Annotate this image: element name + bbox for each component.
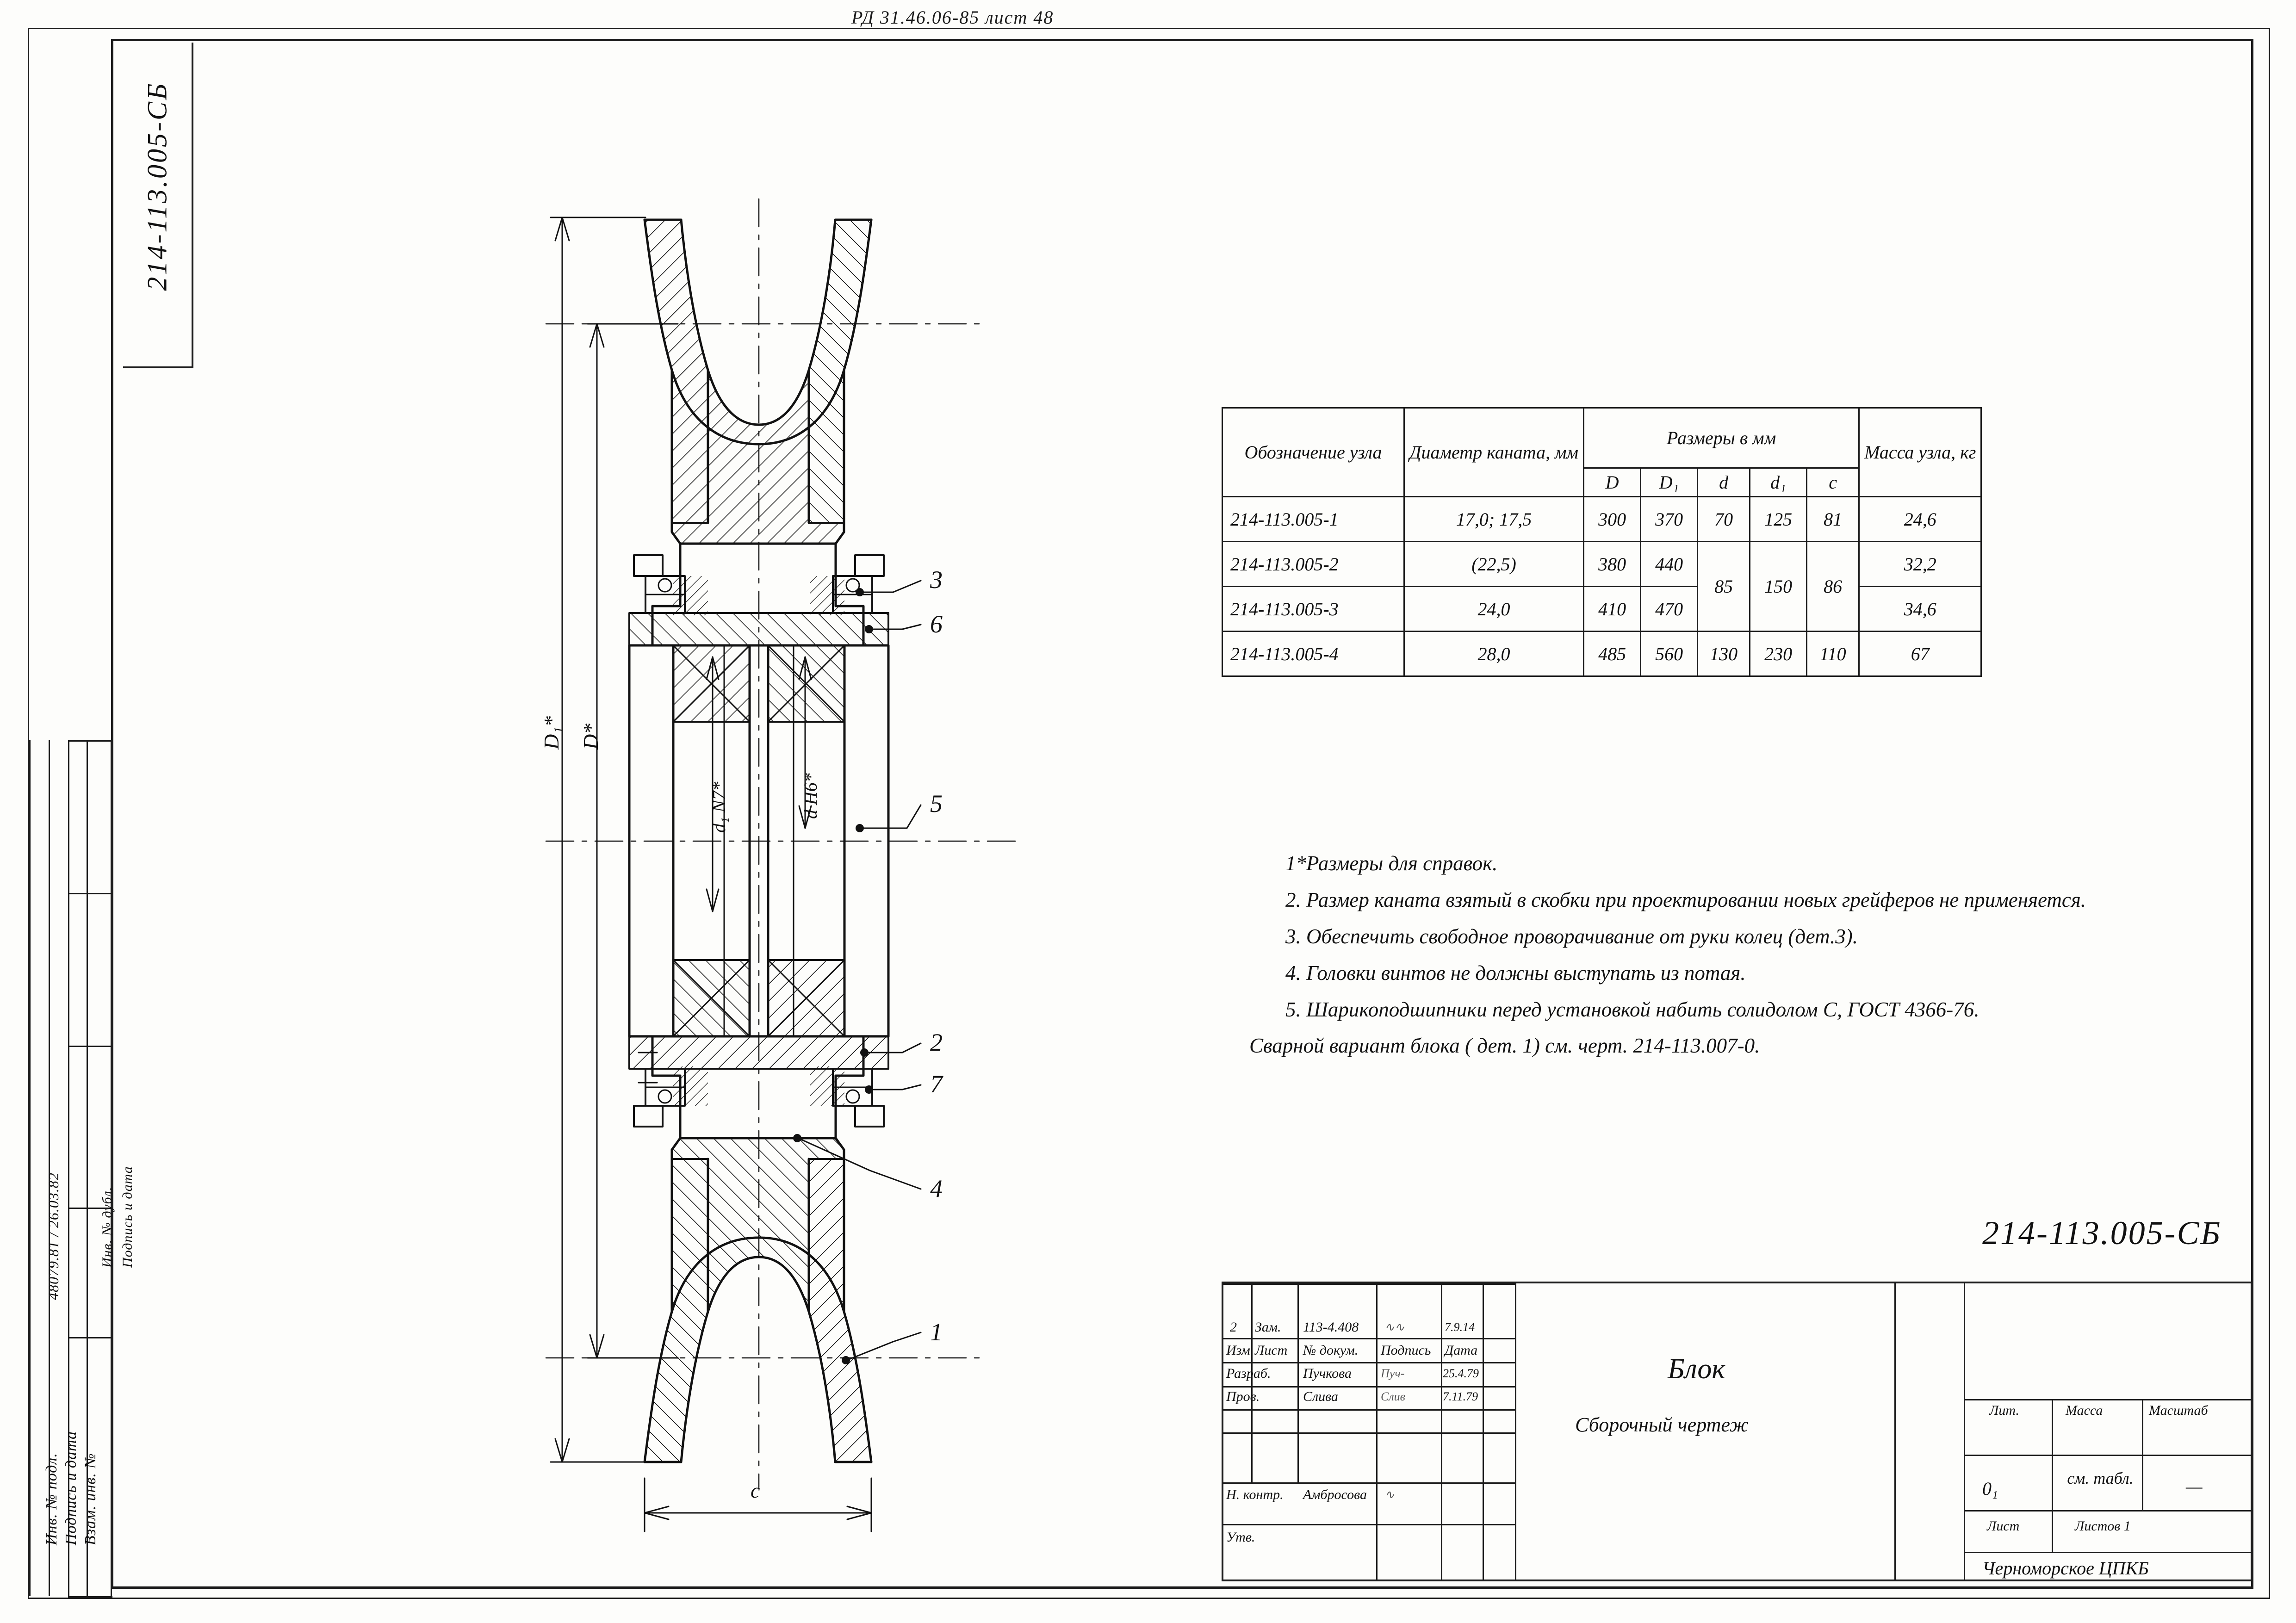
cell-D1: 470 <box>1641 587 1698 632</box>
parameters-table <box>1222 407 1982 677</box>
title-block-lit-value: 0₁ <box>1982 1478 1998 1499</box>
cell-d1-merged: 150 <box>1750 542 1807 632</box>
cell-c: 81 <box>1807 497 1859 542</box>
th-mass: Масса узла, кг <box>1859 408 1981 497</box>
cell-D1: 560 <box>1641 632 1698 676</box>
title-block-mass-value: см. табл. <box>2067 1469 2134 1487</box>
role-1-name: Слива <box>1303 1389 1338 1404</box>
title-block-lit-label: Лит. <box>1989 1403 2019 1418</box>
rev-head-3: Подпись <box>1381 1343 1431 1358</box>
table-row <box>1222 632 1981 676</box>
table-header-row-1 <box>1222 408 1981 468</box>
cell-rope: 24,0 <box>1404 587 1584 632</box>
table-row <box>1222 587 1981 632</box>
note-item: 5. Шарикоподшипники перед установкой набить солидолом С, ГОСТ 4366-76. <box>1285 997 1980 1021</box>
cell-rope: 17,0; 17,5 <box>1404 497 1584 542</box>
cell-designation: 214-113.005-4 <box>1222 632 1404 676</box>
role-0-date: 25.4.79 <box>1443 1367 1479 1380</box>
cell-d: 70 <box>1698 497 1750 542</box>
cell-d: 130 <box>1698 632 1750 676</box>
role-3-label: Утв. <box>1226 1530 1255 1545</box>
title-block-sheets-label: Листов 1 <box>2075 1518 2131 1534</box>
title-block-scale-value: — <box>2186 1476 2203 1497</box>
role-0-sign: Пуч- <box>1381 1367 1405 1380</box>
th-D1: D₁ <box>1641 468 1698 497</box>
rev-head-2: № докум. <box>1303 1343 1359 1358</box>
dimension-label-c: c <box>751 1479 760 1502</box>
title-block-name: Блок <box>1668 1353 1725 1385</box>
cell-D: 410 <box>1584 587 1641 632</box>
note-item: 1*Размеры для справок. <box>1285 852 1498 875</box>
th-dimensions-group: Размеры в мм <box>1584 408 1859 468</box>
cell-D: 380 <box>1584 542 1641 587</box>
cell-mass: 34,6 <box>1859 587 1981 632</box>
dimension-label-d: d H6* <box>800 773 821 819</box>
note-item: 2. Размер каната взятый в скобки при проектировании новых грейферов не применяется. <box>1285 888 2086 911</box>
th-D: D <box>1584 468 1641 497</box>
title-block-mass-label: Масса <box>2066 1403 2103 1418</box>
th-designation: Обозначение узла <box>1222 408 1404 497</box>
left-strip-label-0: Инв. № подл. <box>43 1453 60 1545</box>
role-0-label: Разраб. <box>1226 1366 1271 1381</box>
dimension-label-d1: d₁ N7* <box>708 781 729 833</box>
cell-D: 485 <box>1584 632 1641 676</box>
cell-rope: 28,0 <box>1404 632 1584 676</box>
role-2-label: Н. контр. <box>1226 1487 1284 1502</box>
cell-designation: 214-113.005-1 <box>1222 497 1404 542</box>
cell-d1: 125 <box>1750 497 1807 542</box>
title-block-sheet-label: Лист <box>1987 1518 2020 1534</box>
rev-head-4: Дата <box>1445 1343 1478 1358</box>
cell-c-merged: 86 <box>1807 542 1859 632</box>
leader-label-5: 5 <box>930 790 943 818</box>
technical-notes <box>1249 847 2207 1065</box>
left-strip-label-1: Подпись и дата <box>62 1431 80 1545</box>
cell-d-merged: 85 <box>1698 542 1750 632</box>
role-0-name: Пучкова <box>1303 1366 1352 1381</box>
cell-mass: 32,2 <box>1859 542 1981 587</box>
rev-row-1: Зам. <box>1255 1319 1281 1335</box>
role-1-label: Пров. <box>1226 1389 1260 1404</box>
role-1-date: 7.11.79 <box>1443 1390 1478 1403</box>
cell-D1: 370 <box>1641 497 1698 542</box>
role-2-sign: ∿ <box>1384 1488 1395 1501</box>
rev-head-0: Изм <box>1226 1343 1250 1358</box>
cell-c: 110 <box>1807 632 1859 676</box>
left-strip-stamp-number: 48079.81 / 26.03.82 <box>45 1172 62 1300</box>
cell-designation: 214-113.005-3 <box>1222 587 1404 632</box>
table-row <box>1222 542 1981 587</box>
dimension-label-D: D* <box>579 723 602 750</box>
rev-row-2: 113-4.408 <box>1303 1319 1359 1335</box>
title-block <box>1222 1214 2253 1581</box>
leader-label-6: 6 <box>930 610 943 638</box>
title-block-designation: 214-113.005-СБ <box>1982 1214 2222 1251</box>
title-block-organization: Черноморское ЦПКБ <box>1982 1558 2149 1579</box>
th-rope-diameter: Диаметр каната, мм <box>1404 408 1584 497</box>
leader-label-3: 3 <box>930 566 943 594</box>
th-d: d <box>1698 468 1750 497</box>
th-d1: d₁ <box>1750 468 1807 497</box>
designation-box <box>123 43 193 368</box>
left-strip-label-3: Инв. № дубл. <box>99 1186 115 1268</box>
cell-designation: 214-113.005-2 <box>1222 542 1404 587</box>
leader-label-4: 4 <box>930 1175 943 1202</box>
cell-mass: 24,6 <box>1859 497 1981 542</box>
leader-label-7: 7 <box>930 1070 943 1098</box>
dimension-label-D1: D₁* <box>540 716 563 750</box>
sheet-top-note: РД 31.46.06-85 лист 48 <box>851 7 1054 28</box>
rev-row-4: 7.9.14 <box>1445 1320 1475 1334</box>
title-block-doc-type: Сборочный чертеж <box>1575 1413 1749 1436</box>
note-item: 3. Обеспечить свободное проворачивание от руки колец (дет.3). <box>1285 924 1858 948</box>
left-strip-label-4: Подпись и дата <box>120 1166 135 1268</box>
cell-D: 300 <box>1584 497 1641 542</box>
cell-D1: 440 <box>1641 542 1698 587</box>
leader-label-1: 1 <box>930 1318 943 1346</box>
leader-label-2: 2 <box>930 1028 943 1056</box>
role-2-name: Амбросова <box>1303 1487 1367 1502</box>
note-item: 4. Головки винтов не должны выступать из потая. <box>1285 961 1746 985</box>
cell-mass: 67 <box>1859 632 1981 676</box>
cell-d1: 230 <box>1750 632 1807 676</box>
table-row <box>1222 497 1981 542</box>
rev-row-0: 2 <box>1230 1319 1237 1335</box>
note-item: Сварной вариант блока ( дет. 1) см. черт. 214-113.007-0. <box>1249 1034 1760 1058</box>
rev-row-signature: ∿∿ <box>1384 1320 1405 1334</box>
title-block-scale-label: Масштаб <box>2149 1403 2208 1418</box>
cell-rope: (22,5) <box>1404 542 1584 587</box>
rev-head-1: Лист <box>1255 1343 1288 1358</box>
th-c: c <box>1807 468 1859 497</box>
designation-box-text: 214-113.005-СБ <box>142 81 173 291</box>
left-stamp-strip <box>29 740 135 1596</box>
left-strip-label-2: Взам. инв. № <box>82 1453 99 1545</box>
role-1-sign: Слив <box>1381 1390 1405 1403</box>
